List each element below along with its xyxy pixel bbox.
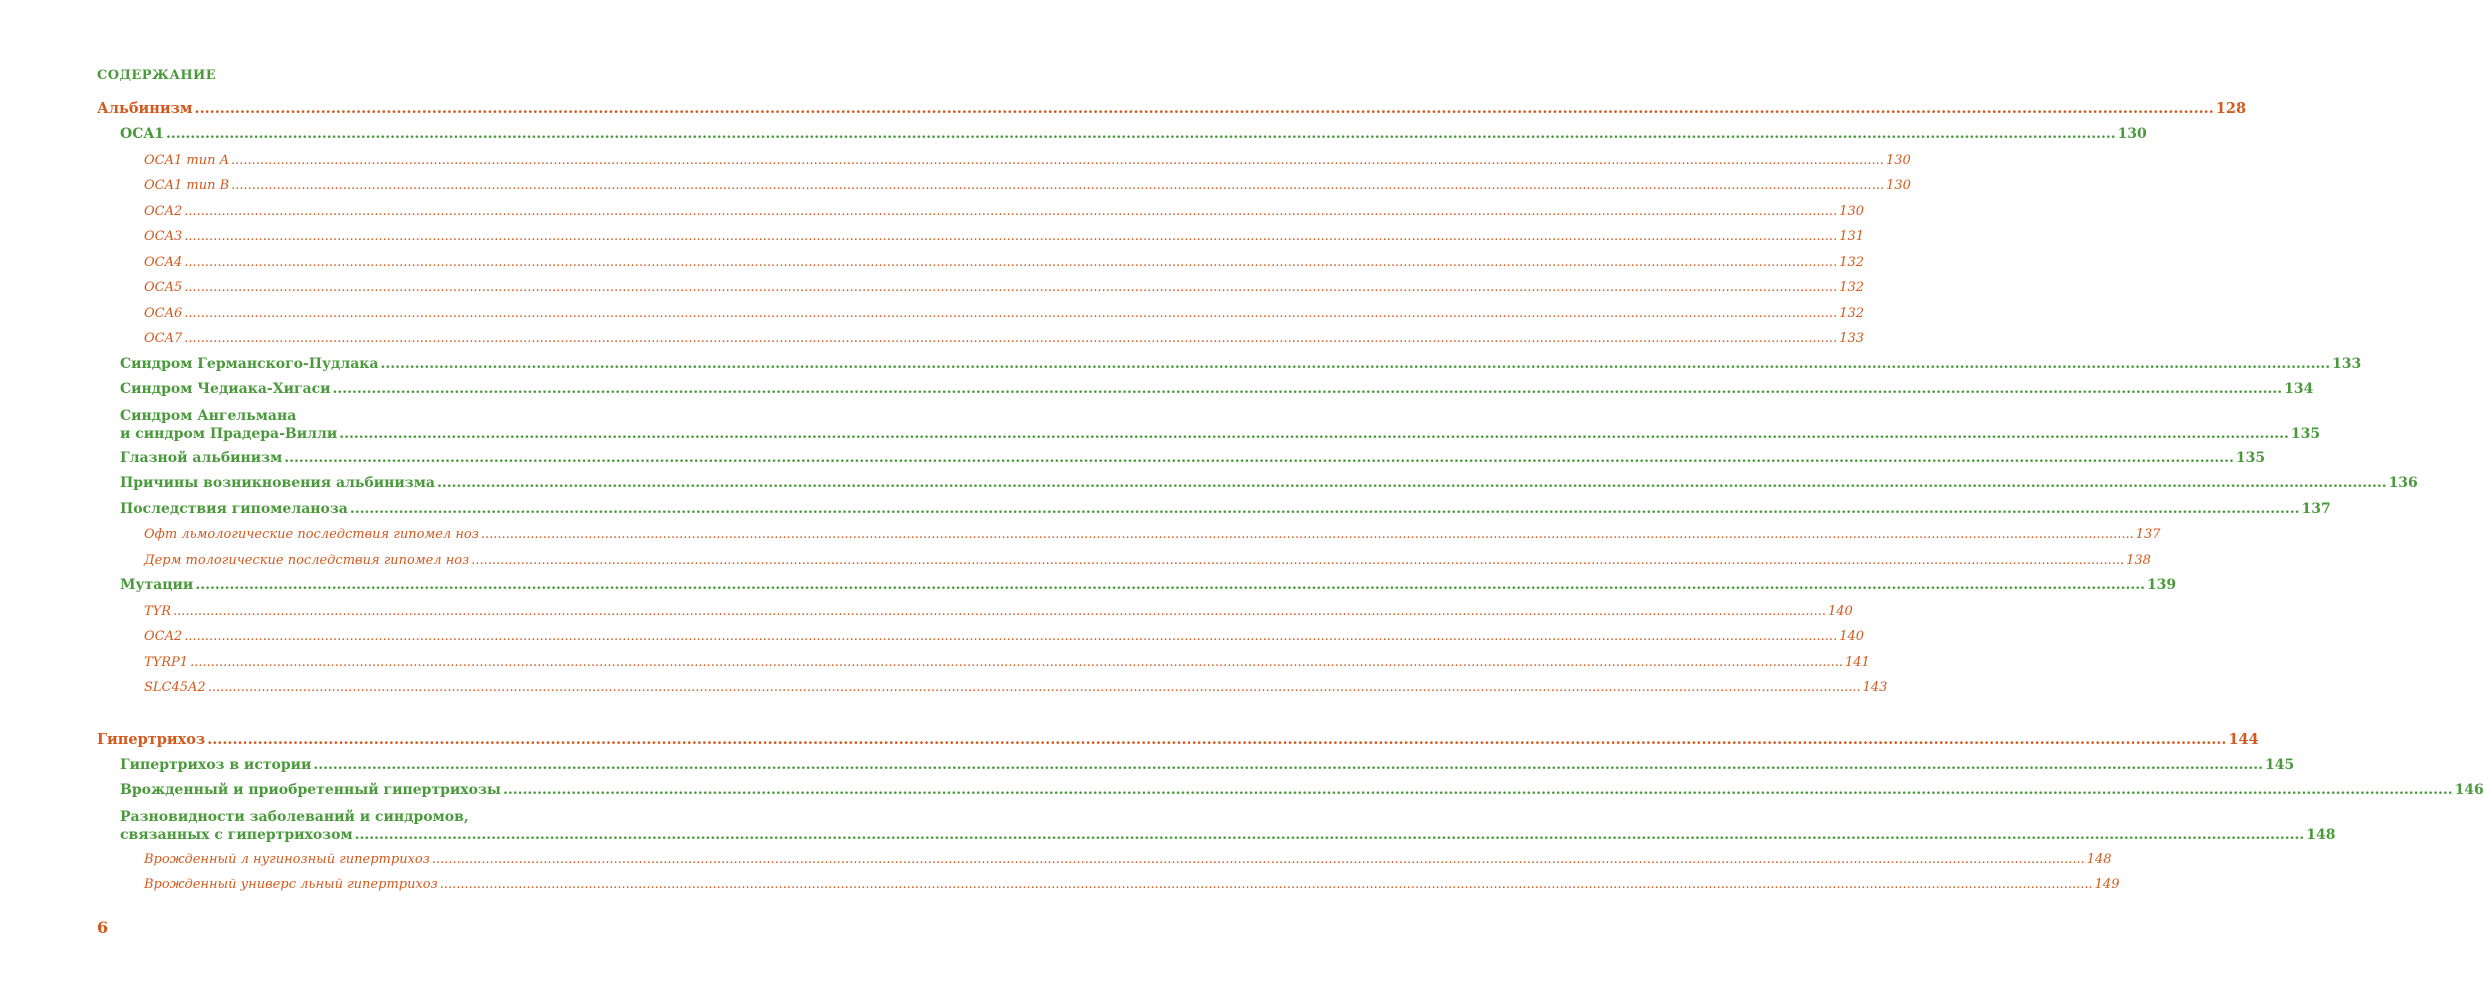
toc-entry-page: 143 — [1862, 680, 1888, 695]
toc-entry — [97, 301, 1865, 327]
toc-entry-page: 137 — [2135, 527, 2161, 542]
toc-entry-title: OCA2 — [144, 629, 183, 644]
toc-entry-title: Дерм тологические последствия гипомел ноз — [144, 552, 470, 568]
dot-leader: ................................................................................................................................................................................................................................................................................................................................................................................................................ — [284, 449, 2234, 466]
toc-entry-page: 134 — [2284, 381, 2314, 397]
toc-entry-page: 136 — [2388, 475, 2418, 491]
toc-entry-title: OCA1 тип B — [144, 178, 230, 193]
toc-entry-multiline — [97, 403, 2321, 446]
toc-entry — [97, 326, 1865, 352]
toc-entry-page: 145 — [2265, 756, 2295, 773]
toc-entry-title: связанных с гипертрихозом — [120, 826, 353, 843]
toc-entry-page: 135 — [2235, 449, 2266, 466]
toc-entry-title: Альбинизм — [97, 100, 193, 117]
dot-leader: ................................................................................................................................................................................................................................................................................................................................................................................................................ — [184, 331, 1838, 346]
toc-entry-page: 133 — [1839, 331, 1865, 346]
toc-entry — [97, 446, 2266, 472]
toc-entry-title: Врожденный л нугинозный гипертрихоз — [144, 851, 430, 867]
toc-entry-page: 132 — [1839, 254, 1865, 270]
toc-heading: СОДЕРЖАНИЕ — [97, 68, 217, 83]
toc-entry — [97, 425, 2321, 443]
dot-leader: ................................................................................................................................................................................................................................................................................................................................................................................................................ — [207, 680, 1861, 695]
toc-entry — [97, 471, 2418, 497]
toc-entry-title: OCA6 — [144, 305, 183, 321]
toc-entry — [97, 148, 1911, 174]
toc-entry — [97, 497, 2331, 523]
toc-entry-title: Глазной альбинизм — [120, 449, 283, 466]
toc-entry-page: 132 — [1839, 280, 1865, 295]
toc-entry-title: Врожденный и приобретенный гипертрихозы — [120, 782, 501, 798]
toc-entry-title: OCA3 — [144, 229, 183, 244]
toc-entry-page: 130 — [1885, 152, 1911, 168]
toc-entry — [97, 377, 2314, 403]
toc-entry — [97, 275, 1865, 301]
dot-leader: ................................................................................................................................................................................................................................................................................................................................................................................................................ — [184, 229, 1838, 244]
toc-entry-page: 139 — [2146, 577, 2177, 593]
toc-entry-title: OCA5 — [144, 280, 183, 295]
toc-entry-page: 132 — [1839, 305, 1865, 321]
toc-entry — [97, 599, 1853, 625]
toc-entry — [97, 548, 2151, 574]
dot-leader: ................................................................................................................................................................................................................................................................................................................................................................................................................ — [339, 425, 2289, 442]
toc-entry — [97, 872, 2120, 898]
toc-entry-page: 135 — [2290, 425, 2321, 442]
dot-leader: ................................................................................................................................................................................................................................................................................................................................................................................................................ — [502, 782, 2453, 798]
dot-leader: ................................................................................................................................................................................................................................................................................................................................................................................................................ — [165, 126, 2116, 142]
dot-leader: ................................................................................................................................................................................................................................................................................................................................................................................................................ — [349, 500, 2300, 517]
toc-entry-title: Офт льмологические последствия гипомел ноз — [144, 527, 479, 542]
toc-entry-page: 131 — [1839, 229, 1865, 244]
dot-leader: ................................................................................................................................................................................................................................................................................................................................................................................................................ — [471, 552, 2125, 568]
toc-entry-page: 137 — [2301, 500, 2331, 517]
dot-leader: ................................................................................................................................................................................................................................................................................................................................................................................................................ — [480, 527, 2134, 542]
toc-entry-page: 144 — [2228, 730, 2259, 748]
toc-entry — [97, 778, 2484, 804]
dot-leader: ................................................................................................................................................................................................................................................................................................................................................................................................................ — [184, 280, 1838, 295]
toc-entry-title: Синдром Чедиака-Хигаси — [120, 381, 331, 397]
toc-entry-title: OCA4 — [144, 254, 183, 270]
toc-entry — [97, 173, 1911, 199]
toc-entry-page: 148 — [2086, 851, 2112, 867]
toc-entry-page: 140 — [1839, 629, 1865, 644]
toc-entry-title: Мутации — [120, 577, 194, 593]
dot-leader: ................................................................................................................................................................................................................................................................................................................................................................................................................ — [184, 629, 1838, 644]
toc-entry-page: 130 — [2117, 126, 2147, 142]
dot-leader: ................................................................................................................................................................................................................................................................................................................................................................................................................ — [184, 203, 1838, 219]
toc-entry-title: Синдром Германского-Пудлака — [120, 355, 379, 372]
toc-entry — [97, 826, 2336, 844]
toc-entry-title-line1: Синдром Ангельмана — [120, 407, 297, 424]
toc-entry-page: 149 — [2094, 877, 2120, 892]
dot-leader: ................................................................................................................................................................................................................................................................................................................................................................................................................ — [207, 730, 2227, 748]
dot-leader: ................................................................................................................................................................................................................................................................................................................................................................................................................ — [231, 178, 1885, 193]
toc-entry — [97, 650, 1870, 676]
toc-entry-page: 146 — [2454, 782, 2484, 798]
toc-entry-page: 148 — [2306, 826, 2336, 843]
toc-entry-page: 138 — [2126, 552, 2151, 568]
toc-entry-title: OCA1 — [120, 126, 164, 142]
toc-entry-title: OCA1 тип A — [144, 152, 229, 168]
toc-entry-page: 140 — [1827, 603, 1853, 619]
toc-entry — [97, 847, 2112, 873]
toc-entry — [97, 122, 2147, 148]
dot-leader: ................................................................................................................................................................................................................................................................................................................................................................................................................ — [195, 577, 2145, 593]
toc-entry-title: Последствия гипомеланоза — [120, 500, 348, 517]
dot-leader: ................................................................................................................................................................................................................................................................................................................................................................................................................ — [184, 254, 1838, 270]
toc-entry-title: SLC45A2 — [144, 680, 206, 695]
toc-entry-title: и синдром Прадера-Вилли — [120, 425, 338, 442]
toc-entry-page: 133 — [2332, 355, 2362, 372]
toc-entry-title: Врожденный универс льный гипертрихоз — [144, 877, 438, 892]
dot-leader: ................................................................................................................................................................................................................................................................................................................................................................................................................ — [431, 851, 2085, 867]
toc-entry — [97, 522, 2161, 548]
dot-leader: ................................................................................................................................................................................................................................................................................................................................................................................................................ — [313, 756, 2264, 773]
toc-entry — [97, 250, 1865, 276]
dot-leader: ................................................................................................................................................................................................................................................................................................................................................................................................................ — [332, 381, 2283, 397]
toc-entry — [97, 224, 1865, 250]
toc-entry — [97, 96, 2247, 122]
toc-entry — [97, 199, 1865, 225]
dot-leader: ................................................................................................................................................................................................................................................................................................................................................................................................................ — [190, 654, 1843, 670]
dot-leader: ................................................................................................................................................................................................................................................................................................................................................................................................................ — [380, 355, 2331, 372]
section-gap — [97, 701, 731, 727]
toc-entry-title: TYRP1 — [144, 654, 189, 670]
toc-entry — [97, 352, 2362, 378]
toc-entry-multiline — [97, 804, 2336, 847]
dot-leader: ................................................................................................................................................................................................................................................................................................................................................................................................................ — [173, 603, 1826, 619]
dot-leader: ................................................................................................................................................................................................................................................................................................................................................................................................................ — [436, 475, 2387, 491]
dot-leader: ................................................................................................................................................................................................................................................................................................................................................................................................................ — [194, 100, 2214, 117]
toc-entry — [97, 675, 1888, 701]
toc-entry-title-line1: Разновидности заболеваний и синдромов, — [120, 808, 469, 825]
dot-leader: ................................................................................................................................................................................................................................................................................................................................................................................................................ — [231, 152, 1884, 168]
dot-leader: ................................................................................................................................................................................................................................................................................................................................................................................................................ — [439, 877, 2093, 892]
toc-entry-title: Гипертрихоз в истории — [120, 756, 312, 773]
toc-entry-title: Причины возникновения альбинизма — [120, 475, 435, 491]
page-number: 6 — [97, 918, 109, 937]
toc-entry — [97, 573, 2177, 599]
toc-entry-title: TYR — [144, 603, 172, 619]
dot-leader: ................................................................................................................................................................................................................................................................................................................................................................................................................ — [184, 305, 1838, 321]
toc-entry-title: OCA2 — [144, 203, 183, 219]
toc-entry-page: 141 — [1845, 654, 1870, 670]
dot-leader: ................................................................................................................................................................................................................................................................................................................................................................................................................ — [354, 826, 2305, 843]
toc-entry-page: 130 — [1886, 178, 1911, 193]
toc-entry — [97, 624, 1865, 650]
toc-entry-page: 128 — [2215, 100, 2247, 117]
toc-entry — [97, 753, 2295, 779]
toc-entry-title: OCA7 — [144, 331, 183, 346]
toc-entry-title: Гипертрихоз — [97, 730, 206, 748]
toc-list — [97, 96, 2484, 898]
toc-entry-page: 130 — [1839, 203, 1865, 219]
toc-entry — [97, 727, 2259, 753]
